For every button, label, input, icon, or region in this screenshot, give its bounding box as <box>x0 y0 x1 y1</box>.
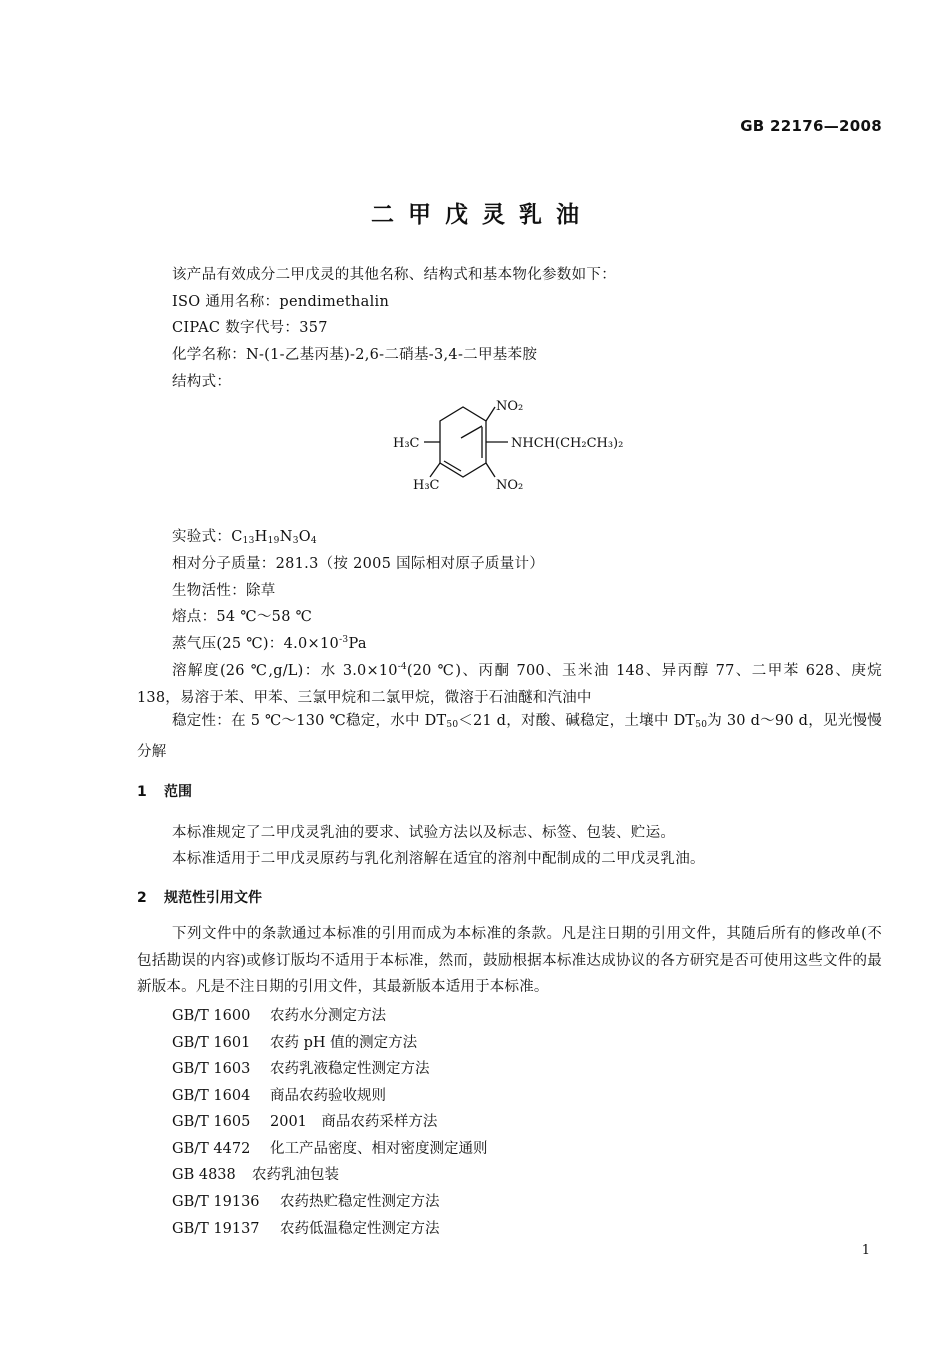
solubility <box>137 654 882 711</box>
reference-code: GB/T 4472 <box>172 1141 251 1157</box>
section-1-number: 1 <box>137 784 147 800</box>
reference-item <box>172 1031 417 1052</box>
stability <box>137 708 882 765</box>
reference-title: 农药 pH 值的测定方法 <box>270 1035 418 1051</box>
vapor-exponent: -3 <box>339 635 349 645</box>
page-title: 二甲戊灵乳油 <box>371 201 593 228</box>
stability-dt50-water: 50 <box>446 720 459 730</box>
structural-formula <box>380 390 660 500</box>
reference-code: GB/T 1604 <box>172 1088 251 1104</box>
melting-point: 熔点：54 ℃～58 ℃ <box>172 609 313 625</box>
reference-title: 农药热贮稳定性测定方法 <box>280 1194 440 1210</box>
reference-item <box>172 1137 488 1158</box>
reference-title: 农药乳液稳定性测定方法 <box>270 1061 430 1077</box>
stability-part-a: 稳定性：在 5 ℃～130 ℃稳定，水中 DT <box>172 713 447 729</box>
formula-n: N <box>279 529 293 545</box>
reference-item <box>172 1110 437 1131</box>
h3c-bottom-label: H₃C <box>413 478 440 493</box>
stability-dt50-soil: 50 <box>695 720 708 730</box>
molecular-mass: 相对分子质量：281.3（按 2005 国际相对原子质量计） <box>172 556 545 572</box>
reference-item <box>172 1163 339 1184</box>
reference-code: GB/T 1603 <box>172 1061 251 1077</box>
section-2-title: 规范性引用文件 <box>164 890 262 906</box>
reference-item <box>172 1084 386 1105</box>
reference-title: 2001 商品农药采样方法 <box>270 1114 438 1130</box>
intro-lead: 该产品有效成分二甲戊灵的其他名称、结构式和基本物化参数如下： <box>172 267 616 283</box>
section-2-heading <box>137 887 262 907</box>
chemical-name: 化学名称：N-(1-乙基丙基)-2,6-二硝基-3,4-二甲基苯胺 <box>172 347 538 363</box>
structure-label: 结构式： <box>172 374 232 390</box>
bond-h3c-bottom <box>430 463 440 477</box>
section-1-heading <box>137 781 192 801</box>
reference-title: 农药低温稳定性测定方法 <box>280 1221 440 1237</box>
reference-item <box>172 1004 386 1025</box>
formula-label: 实验式： <box>172 529 232 545</box>
standard-number: GB 22176—2008 <box>740 117 882 135</box>
page-number: 1 <box>861 1243 870 1258</box>
formula-n-count: 3 <box>292 536 299 546</box>
reference-title: 农药水分测定方法 <box>270 1008 386 1024</box>
reference-item <box>172 1190 440 1211</box>
section-1-paragraph-2: 本标准适用于二甲戊灵原药与乳化剂溶解在适宜的溶剂中配制成的二甲戊灵乳油。 <box>172 851 705 867</box>
section-1-title: 范围 <box>164 784 192 800</box>
formula-c-count: 13 <box>242 536 255 546</box>
stability-part-b: ＜21 d，对酸、碱稳定，土壤中 DT <box>458 713 696 729</box>
formula-h-count: 19 <box>267 536 280 546</box>
nhch-label: NHCH(CH₂CH₃)₂ <box>511 436 624 451</box>
empirical-formula <box>172 525 317 546</box>
bioactivity: 生物活性：除草 <box>172 583 276 599</box>
reference-code: GB/T 19137 <box>172 1221 260 1237</box>
reference-code: GB/T 19136 <box>172 1194 260 1210</box>
vapor-prefix: 蒸气压(25 ℃)：4.0×10 <box>172 636 340 652</box>
reference-title: 商品农药验收规则 <box>270 1088 386 1104</box>
vapor-pressure <box>172 632 367 653</box>
reference-code: GB/T 1600 <box>172 1008 251 1024</box>
solubility-exponent: -4 <box>397 662 407 672</box>
solubility-part-a: 溶解度(26 ℃,g/L)：水 3.0×10 <box>172 663 398 679</box>
reference-title: 化工产品密度、相对密度测定通则 <box>270 1141 488 1157</box>
formula-h: H <box>254 529 268 545</box>
section-1-paragraph-1: 本标准规定了二甲戊灵乳油的要求、试验方法以及标志、标签、包装、贮运。 <box>172 825 676 841</box>
reference-code: GB/T 1601 <box>172 1035 251 1051</box>
no2-bottom-label: NO₂ <box>496 478 524 493</box>
section-2-intro: 下列文件中的条款通过本标准的引用而成为本标准的条款。凡是注日期的引用文件，其随后所有的修改单(不包括勘误的内容)或修订版均不适用于本标准，然而，鼓励根据本标准达成协议的各方研究是否可使用这些文件的最新版本。凡是不注日期的引用文件，其最新版本适用于本标准。 <box>137 926 882 996</box>
reference-item <box>172 1057 430 1078</box>
bond-no2-top <box>486 407 495 421</box>
formula-c: C <box>231 529 243 545</box>
section-2-number: 2 <box>137 890 147 906</box>
reference-title: 农药乳油包装 <box>252 1167 339 1183</box>
no2-top-label: NO₂ <box>496 399 524 414</box>
vapor-unit: Pa <box>348 636 367 652</box>
h3c-left-label: H₃C <box>393 436 420 451</box>
formula-o: O <box>298 529 311 545</box>
cipac-code: CIPAC 数字代号：357 <box>172 320 328 336</box>
stability-part-c: 为 30 d～90 d，见光慢慢分解 <box>137 713 882 760</box>
solubility-part-b: (20 ℃)、丙酮 700、玉米油 148、异丙醇 77、二甲苯 628、庚烷 138，易溶于苯、甲苯、三氯甲烷和二氯甲烷，微溶于石油醚和汽油中 <box>137 663 882 706</box>
formula-o-count: 4 <box>310 536 317 546</box>
iso-name: ISO 通用名称：pendimethalin <box>172 294 390 310</box>
reference-item <box>172 1217 440 1238</box>
reference-code: GB/T 1605 <box>172 1114 251 1130</box>
benzene-ring <box>424 407 508 477</box>
reference-code: GB 4838 <box>172 1167 236 1183</box>
bond-no2-bottom <box>486 463 495 477</box>
